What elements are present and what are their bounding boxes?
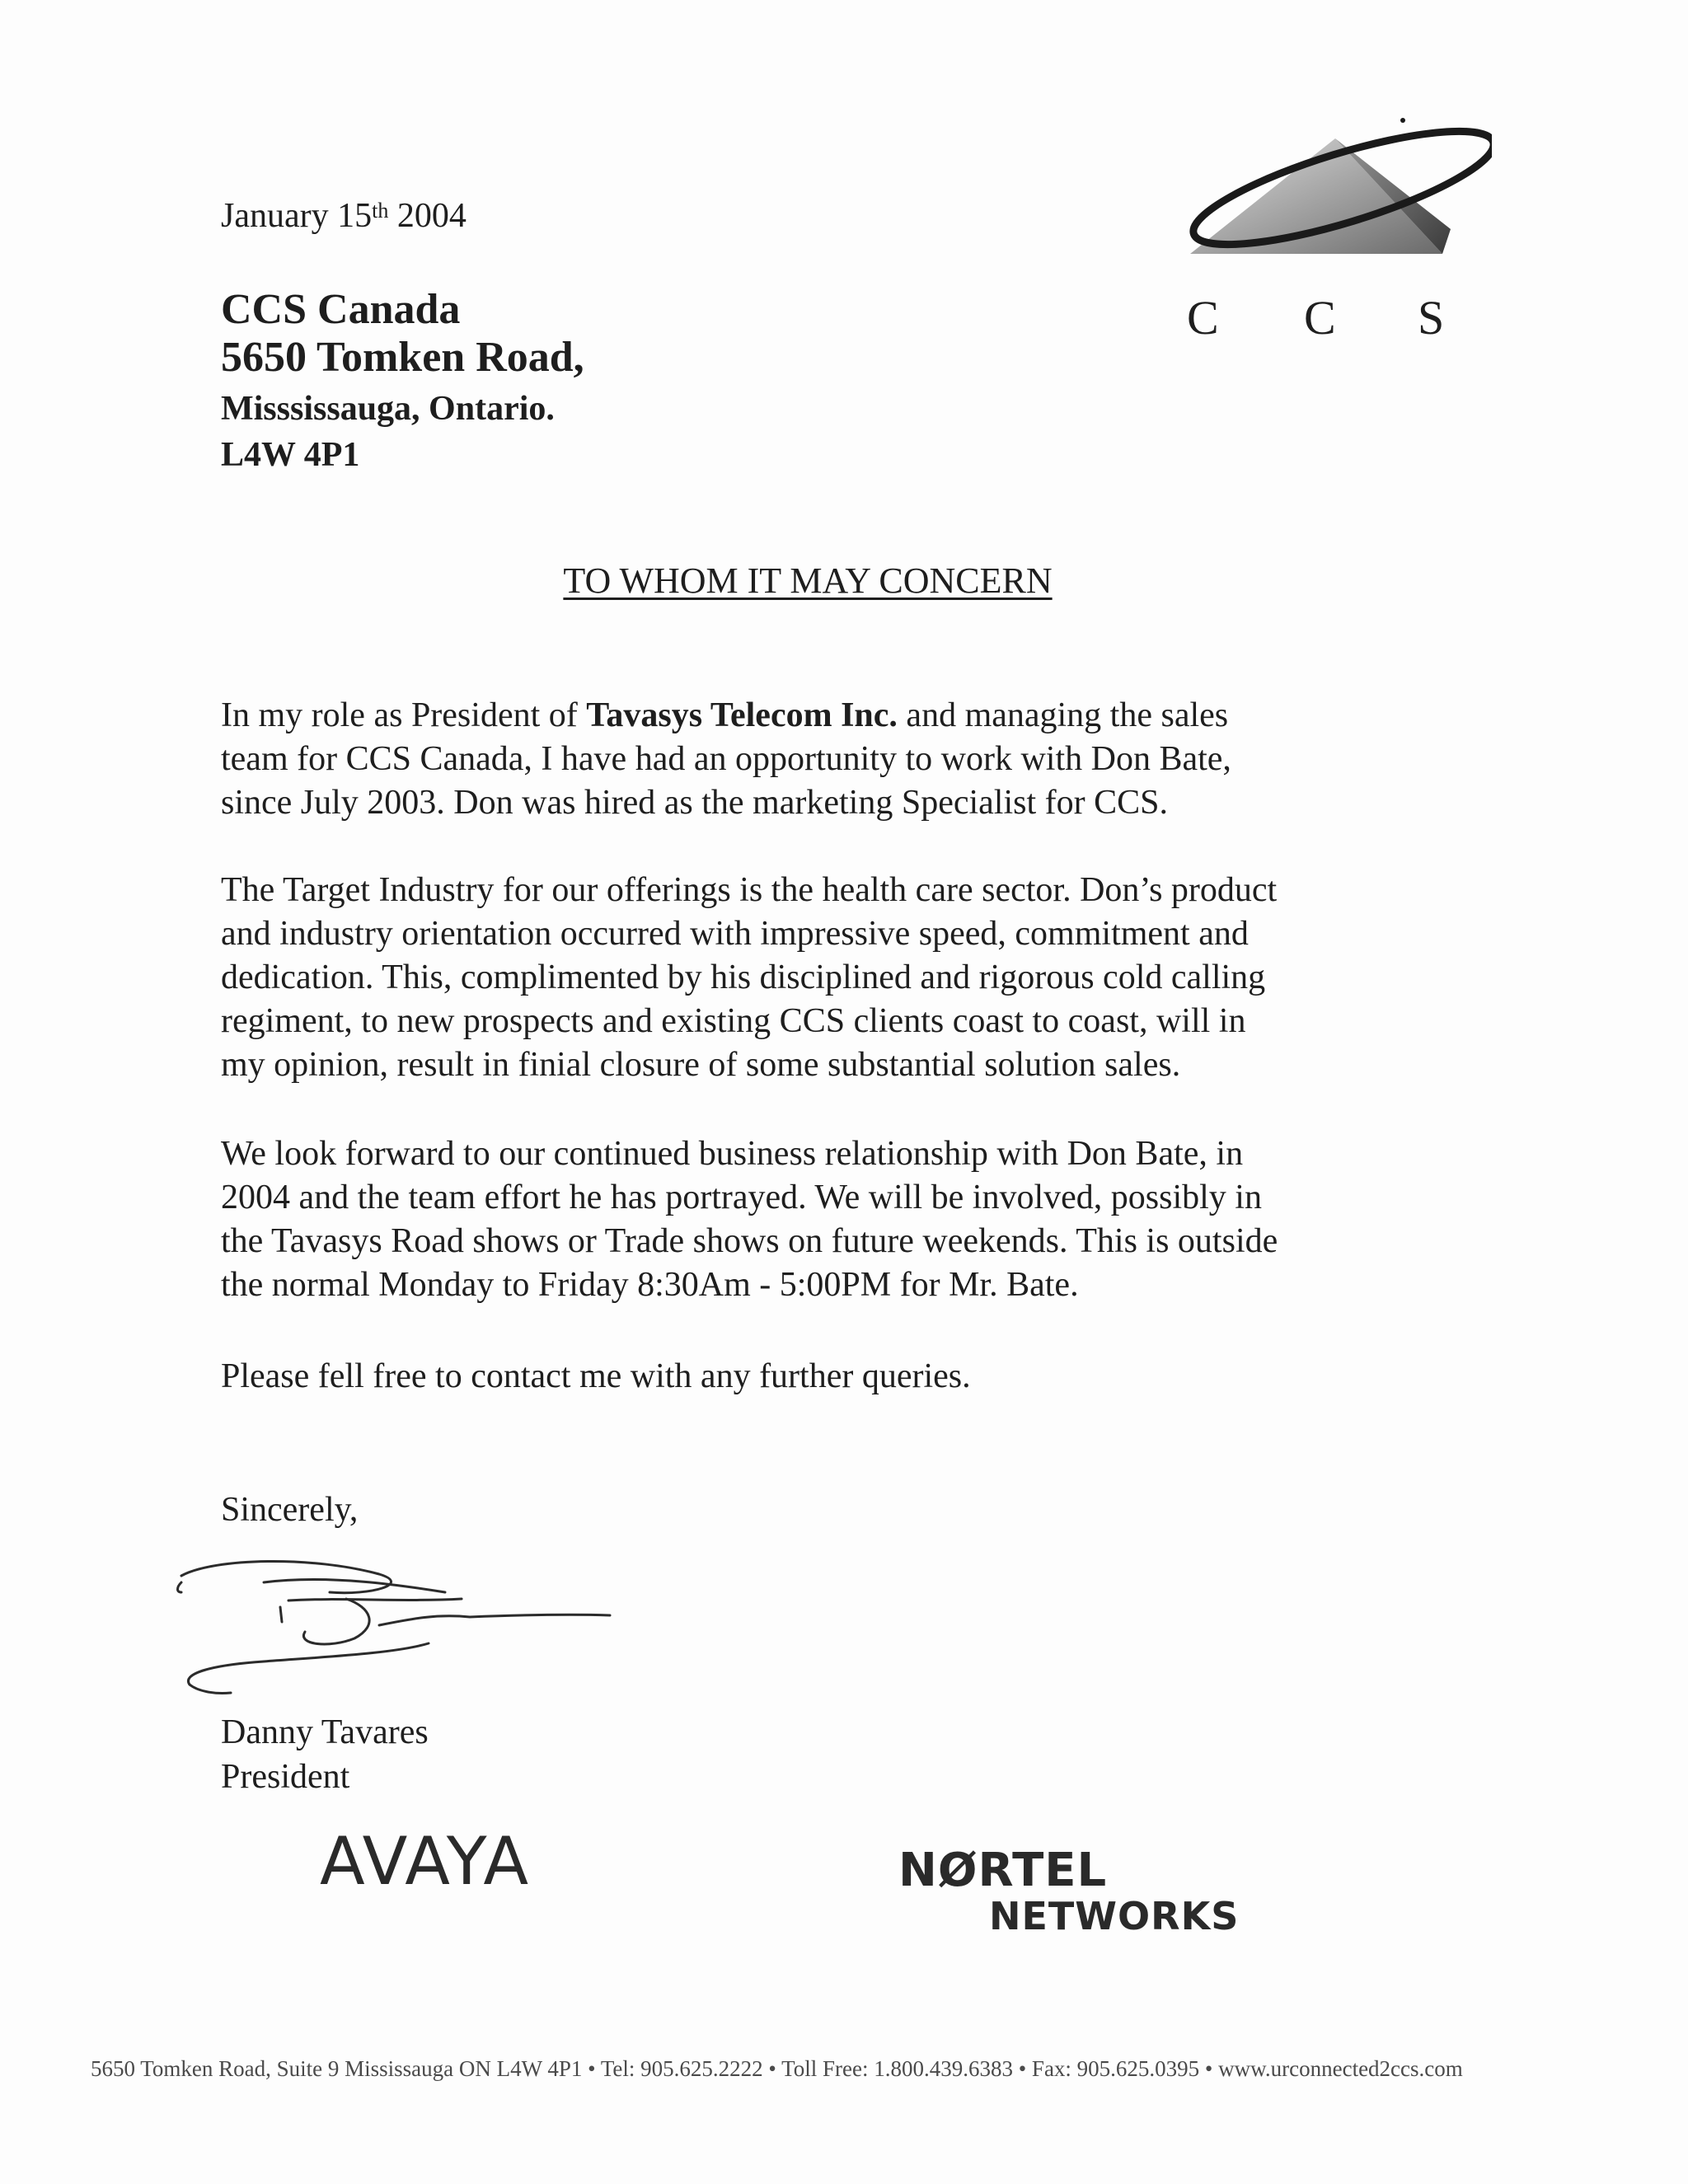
letter-heading: TO WHOM IT MAY CONCERN	[563, 560, 1053, 601]
nortel-networks-logo	[898, 1846, 1239, 1937]
paragraph-line: dedication. This, complimented by his disciplined and rigorous cold calling	[221, 958, 1266, 996]
address-line-postal: L4W 4P1	[221, 436, 360, 474]
paragraph-line: 2004 and the team effort he has portrayed. We will be involved, possibly in	[221, 1179, 1262, 1216]
paragraph-line: We look forward to our continued business relationship with Don Bate, in	[221, 1135, 1244, 1173]
paragraph-line: Please fell free to contact me with any further queries.	[221, 1357, 971, 1395]
text-run: and managing the sales	[897, 696, 1229, 734]
paragraph-target-industry	[221, 869, 1416, 1087]
paragraph-relationship	[221, 1132, 1416, 1307]
ccs-logo	[1170, 97, 1492, 344]
signer-title: President	[221, 1758, 350, 1796]
address-line-city: Misssissauga, Ontario.	[221, 390, 555, 428]
paragraph-line: the normal Monday to Friday 8:30Am - 5:00PM for Mr. Bate.	[221, 1266, 1079, 1304]
paragraph-line: regiment, to new prospects and existing CCS clients coast to coast, will in	[221, 1002, 1246, 1040]
paragraph-line	[221, 694, 1416, 738]
ccs-logo-letter: C	[1304, 291, 1336, 344]
letterhead-footer: 5650 Tomken Road, Suite 9 Mississauga ON L4W 4P1 • Tel: 905.625.2222 • Toll Free: 1.800.439.6383 • Fax: 905.625.0395 • www.urconnected2ccs.com	[91, 2056, 1463, 2081]
paragraph-line: the Tavasys Road shows or Trade shows on future weekends. This is outside	[221, 1222, 1278, 1260]
nortel-logo-line: NØRTEL	[898, 1844, 1108, 1897]
signer-name: Danny Tavares	[221, 1713, 429, 1751]
paragraph-introduction	[221, 694, 1416, 825]
paragraph-contact	[221, 1355, 1416, 1399]
date-ordinal-suffix: th	[372, 199, 389, 223]
paragraph-line: my opinion, result in finial closure of some substantial solution sales.	[221, 1046, 1181, 1084]
handwritten-signature	[165, 1549, 626, 1714]
ccs-logo-letter: C	[1187, 291, 1219, 344]
ccs-logo-letter: S	[1418, 291, 1445, 344]
networks-logo-line: NETWORKS	[989, 1894, 1240, 1938]
paragraph-line: since July 2003. Don was hired as the marketing Specialist for CCS.	[221, 784, 1168, 822]
address-line-street: 5650 Tomken Road,	[221, 334, 584, 381]
text-run: In my role as President of	[221, 696, 587, 734]
date-year: 2004	[388, 197, 467, 235]
paragraph-line: and industry orientation occurred with impressive speed, commitment and	[221, 915, 1249, 953]
avaya-logo: AVAYA	[320, 1823, 531, 1900]
paragraph-line: team for CCS Canada, I have had an opportunity to work with Don Bate,	[221, 740, 1231, 778]
company-name-bold: Tavasys Telecom Inc.	[586, 696, 898, 734]
paragraph-line: The Target Industry for our offerings is the health care sector. Don’s product	[221, 871, 1278, 909]
letter-closing: Sincerely,	[221, 1491, 359, 1529]
address-line-company: CCS Canada	[221, 286, 461, 333]
signature-icon	[165, 1549, 626, 1714]
date-month-day: January 15	[221, 197, 373, 235]
letter-date	[221, 194, 467, 237]
ccs-pyramid-logo-icon	[1170, 97, 1492, 295]
